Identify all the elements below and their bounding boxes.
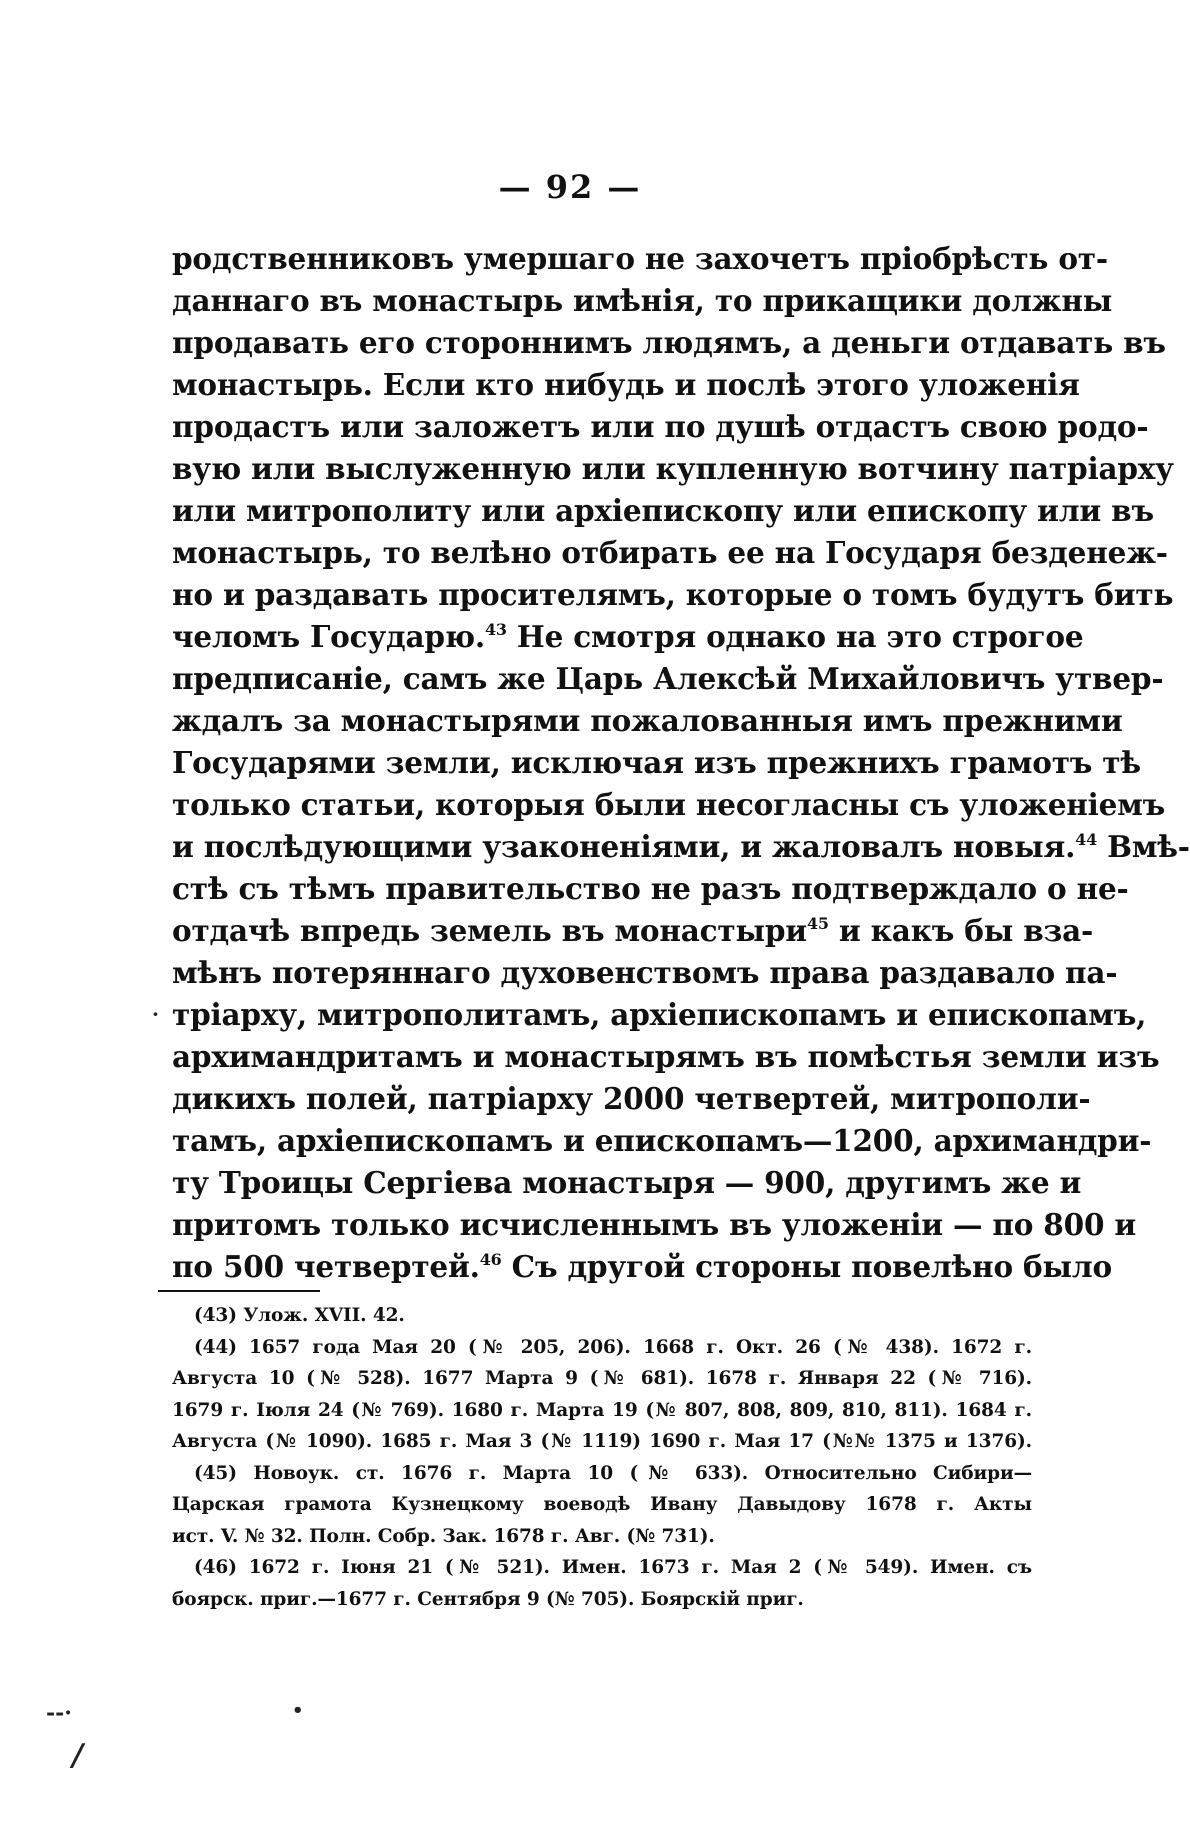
body-line: ту Троицы Сергіева монастыря — 900, другимъ же и: [172, 1165, 1082, 1200]
body-line: мѣнъ потеряннаго духовенствомъ права раздавало па-: [172, 955, 1118, 990]
footnotes: [172, 1300, 1032, 1615]
footnote-line: Царская грамота Кузнецкому воеводѣ Ивану Давыдову 1678 г. Акты: [172, 1494, 1032, 1515]
margin-slash-mark: /: [72, 1738, 83, 1773]
footnote-line: (44) 1657 года Мая 20 (№ 205, 206). 1668 г. Окт. 26 (№ 438). 1672 г.: [194, 1336, 1032, 1358]
body-line: предписаніе, самъ же Царь Алексѣй Михайловичъ утвер-: [172, 661, 1164, 696]
body-line: тріарху, митрополитамъ, архіепископамъ и епископамъ,: [172, 997, 1147, 1032]
body-line: Государями земли, исключая изъ прежнихъ грамотъ тѣ: [172, 745, 1141, 780]
body-text: [172, 238, 1190, 1288]
body-line: притомъ только исчисленнымъ въ уложеніи — по 800 и: [172, 1207, 1137, 1242]
body-line: тамъ, архіепископамъ и епископамъ—1200, архимандри-: [172, 1123, 1152, 1158]
body-line: вую или выслуженную или купленную вотчину патріарху: [172, 451, 1174, 486]
body-line: или митрополиту или архіепископу или епископу или въ: [172, 493, 1154, 528]
body-line: ждалъ за монастырями пожалованныя имъ прежними: [172, 703, 1123, 738]
body-line: дикихъ полей, патріарху 2000 четвертей, митрополи-: [172, 1081, 1091, 1116]
margin-dash-mark: --·: [46, 1700, 72, 1726]
body-line-text: челомъ Государю.: [172, 619, 485, 654]
footnote-line: боярск. приг.—1677 г. Сентября 9 (№ 705). Боярскій приг.: [172, 1588, 804, 1610]
body-line: [172, 826, 1190, 868]
footnote-ref-43[interactable]: 43: [484, 620, 507, 639]
body-line: родственниковъ умершаго не захочетъ пріобрѣсть от-: [172, 241, 1108, 276]
body-line: даннаго въ монастырь имѣнія, то прикащики должны: [172, 283, 1113, 318]
body-line: [172, 910, 1094, 952]
body-line-text: и послѣдующими узаконеніями, и жаловалъ новыя.: [172, 829, 1076, 864]
body-line-text: Не смотря однако на это строгое: [506, 619, 1084, 654]
footnote-ref-45[interactable]: 45: [806, 914, 829, 933]
body-line: архимандритамъ и монастырямъ въ помѣстья земли изъ: [172, 1039, 1160, 1074]
footnote-ref-46[interactable]: 46: [479, 1250, 502, 1269]
footnote-line: 1679 г. Іюля 24 (№ 769). 1680 г. Марта 19 (№ 807, 808, 809, 810, 811). 1684 г.: [172, 1399, 1032, 1421]
footnote-rule: [158, 1290, 320, 1292]
body-line-text: и какъ бы вза-: [828, 913, 1094, 948]
body-line: монастырь, то велѣно отбирать ее на Государя безденеж-: [172, 535, 1168, 570]
body-line-text: по 500 четвертей.: [172, 1249, 480, 1284]
body-line: стѣ съ тѣмъ правительство не разъ подтверждало о не-: [172, 871, 1129, 906]
body-line-text: Съ другой стороны повелѣно было: [511, 1249, 1112, 1284]
footnote-line: Августа (№ 1090). 1685 г. Мая 3 (№ 1119) 1690 г. Мая 17 (№№ 1375 и 1376).: [172, 1431, 1032, 1452]
body-line: только статьи, которыя были несогласны съ уложеніемъ: [172, 787, 1166, 822]
body-line-text: Вмѣ-: [1097, 829, 1190, 864]
footnote-line: (46) 1672 г. Іюня 21 (№ 521). Имен. 1673 г. Мая 2 (№ 549). Имен. съ: [194, 1557, 1032, 1578]
body-line: продавать его стороннимъ людямъ, а деньги отдавать въ: [172, 325, 1166, 360]
body-line-text: отдачѣ впредь земель въ монастыри: [172, 913, 807, 948]
body-line: [172, 616, 1084, 658]
footnote-line: (43) Улож. XVII. 42.: [194, 1305, 405, 1326]
footnote-line: Августа 10 (№ 528). 1677 Марта 9 (№ 681). 1678 г. Января 22 (№ 716).: [172, 1368, 1032, 1389]
body-line: но и раздавать просителямъ, которые о томъ будутъ бить: [172, 577, 1174, 612]
page-number: — 92 —: [498, 168, 642, 206]
footnote-line: ист. V. № 32. Полн. Собр. Зак. 1678 г. Авг. (№ 731).: [172, 1525, 715, 1547]
hyphen-dot-mark: ·: [152, 1002, 159, 1026]
margin-dot-mark: •: [292, 1700, 304, 1721]
body-line: монастырь. Если кто нибудь и послѣ этого уложенія: [172, 367, 1080, 402]
body-line: продастъ или заложетъ или по душѣ отдастъ свою родо-: [172, 409, 1149, 444]
footnote-ref-44[interactable]: 44: [1075, 830, 1098, 849]
body-line: [172, 1246, 1112, 1288]
footnote-line: (45) Новоук. ст. 1676 г. Марта 10 (№ 633). Относительно Сибири—: [194, 1462, 1032, 1484]
